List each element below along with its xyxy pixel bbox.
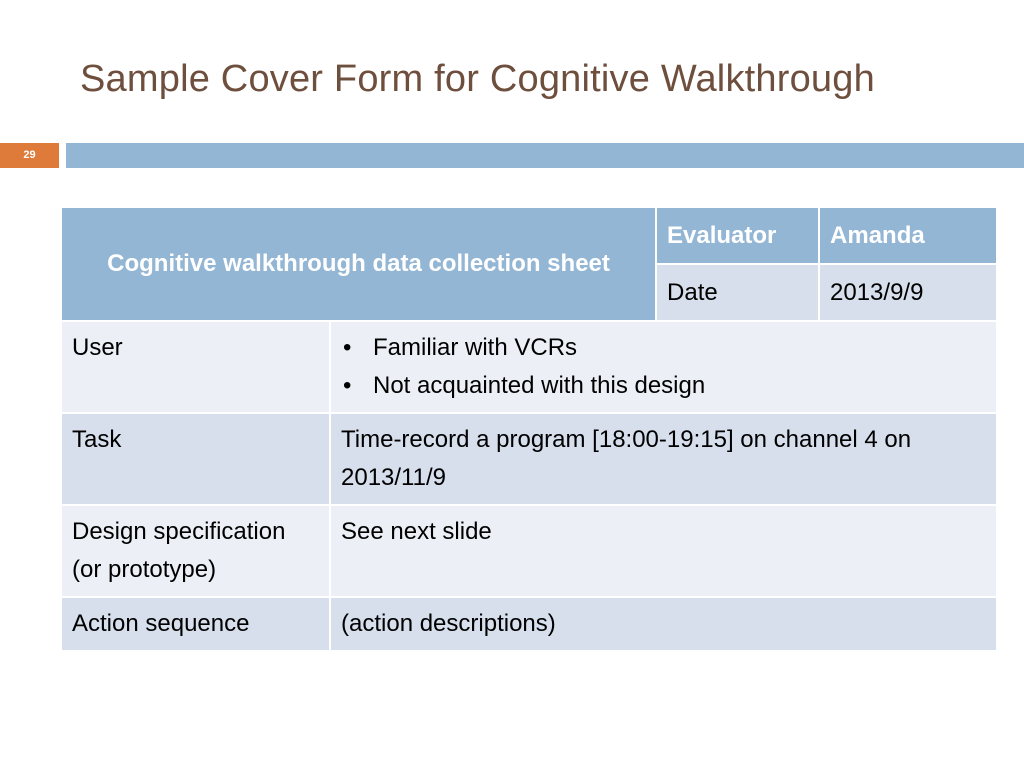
user-label: User (61, 321, 330, 413)
design-spec-label: Design specification (or prototype) (61, 505, 330, 597)
design-spec-value: See next slide (330, 505, 997, 597)
task-label: Task (61, 413, 330, 505)
list-item: • Not acquainted with this design (341, 367, 986, 405)
date-value: 2013/9/9 (819, 264, 997, 321)
data-collection-sheet (60, 206, 998, 652)
sheet-header-row (61, 207, 997, 264)
list-item: • Familiar with VCRs (341, 329, 986, 367)
user-bullet-list (341, 329, 986, 405)
action-sequence-value: (action descriptions) (330, 597, 997, 651)
slide-title: Sample Cover Form for Cognitive Walkthrough (80, 58, 875, 100)
task-value: Time-record a program [18:00-19:15] on channel 4 on 2013/11/9 (330, 413, 997, 505)
evaluator-value: Amanda (819, 207, 997, 264)
evaluator-label: Evaluator (656, 207, 819, 264)
page-number-badge: 29 (0, 143, 59, 168)
table-row-user (61, 321, 997, 413)
table-row-task (61, 413, 997, 505)
table-row-action (61, 597, 997, 651)
date-label: Date (656, 264, 819, 321)
title-divider-bar (66, 143, 1024, 168)
sheet-heading: Cognitive walkthrough data collection sheet (61, 207, 656, 321)
table-row-design (61, 505, 997, 597)
action-sequence-label: Action sequence (61, 597, 330, 651)
user-value (330, 321, 997, 413)
